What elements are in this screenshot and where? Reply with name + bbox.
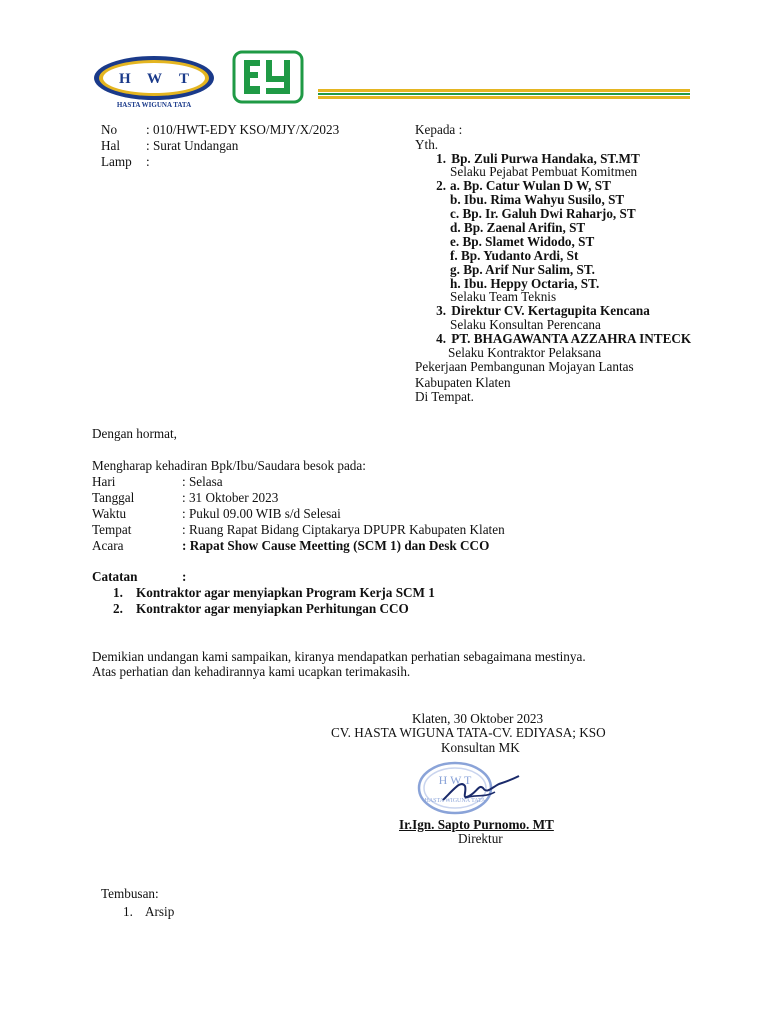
svg-text:T: T [179,71,190,87]
recipient-3-num: 3. [436,303,446,318]
recipient-2-item: d. Bp. Zaenal Arifin, ST [450,220,586,235]
ref-hal-value: : Surat Undangan [146,138,239,153]
signer-title: Direktur [458,831,503,846]
recipient-2-role: Selaku Team Teknis [450,289,557,304]
ref-no [101,122,339,138]
yth-label: Yth. [415,137,439,152]
recipient-2-item: h. Ibu. Heppy Octaria, ST. [450,276,600,291]
svg-text:H W T: H W T [438,773,472,787]
sign-role: Konsultan MK [441,740,520,755]
note-item [113,585,435,601]
recipient-2-item: a. Bp. Catur Wulan D W, ST [450,178,611,193]
tembusan-num: 1. [123,904,133,919]
recipient-1-name: Bp. Zuli Purwa Handaka, ST.MT [451,151,640,166]
recipient-3-role: Selaku Konsultan Perencana [450,317,601,332]
detail-value-acara: : Rapat Show Cause Meetting (SCM 1) dan Desk CCO [182,538,490,553]
detail-value-tempat: : Ruang Rapat Bidang Ciptakarya DPUPR Kabupaten Klaten [182,522,505,537]
note-num: 1. [113,585,123,600]
ref-hal [101,138,238,154]
intro-line: Mengharap kehadiran Bpk/Ibu/Saudara besok pada: [92,458,366,473]
closing-line-1: Demikian undangan kami sampaikan, kiranya mendapatkan perhatian sebagaimana mestinya. [92,649,586,664]
recipient-2-item: f. Bp. Yudanto Ardi, St [450,248,579,263]
detail-value-waktu: : Pukul 09.00 WIB s/d Selesai [182,506,341,521]
recipient-1-num: 1. [436,151,446,166]
ref-hal-label: Hal [101,138,121,153]
detail-key-hari: Hari [92,474,116,489]
sign-place-date: Klaten, 30 Oktober 2023 [412,711,544,726]
closing-line-2: Atas perhatian dan kehadirannya kami ucapkan terimakasih. [92,664,411,679]
detail-key-acara: Acara [92,538,124,553]
recipient-2-num: 2. [436,178,446,193]
note-item [113,601,409,617]
svg-text:HASTA WIGUNA TATA: HASTA WIGUNA TATA [424,798,486,804]
ref-lamp-value: : [146,154,150,169]
detail-key-tempat: Tempat [92,522,132,537]
ref-lamp-label: Lamp [101,154,132,169]
greeting: Dengan hormat, [92,426,177,441]
catatan-colon: : [182,569,187,584]
tembusan-label: Tembusan: [101,886,159,901]
project-line-1: Pekerjaan Pembangunan Mojayan Lantas [415,359,634,374]
note-text: Kontraktor agar menyiapkan Perhitungan CCO [136,601,409,616]
sign-company: CV. HASTA WIGUNA TATA-CV. EDIYASA; KSO [331,725,606,740]
recipient-3-name: Direktur CV. Kertagupita Kencana [451,303,650,318]
detail-key-tanggal: Tanggal [92,490,135,505]
ref-no-value: : 010/HWT-EDY KSO/MJY/X/2023 [146,122,340,137]
ref-no-label: No [101,122,118,137]
kepada-label: Kepada : [415,122,463,137]
detail-value-tanggal: : 31 Oktober 2023 [182,490,279,505]
note-num: 2. [113,601,123,616]
recipient-1-role: Selaku Pejabat Pembuat Komitmen [450,164,638,179]
tembusan-item [123,904,174,920]
note-text: Kontraktor agar menyiapkan Program Kerja SCM 1 [136,585,435,600]
recipient-4-role: Selaku Kontraktor Pelaksana [448,345,602,360]
header-rule [318,89,690,101]
svg-text:HASTA WIGUNA TATA: HASTA WIGUNA TATA [116,101,192,109]
detail-key-waktu: Waktu [92,506,127,521]
place-line: Di Tempat. [415,389,474,404]
svg-text:H: H [119,71,131,87]
recipient-2-item: b. Ibu. Rima Wahyu Susilo, ST [450,192,625,207]
tembusan-text: Arsip [145,904,175,919]
detail-value-hari: : Selasa [182,474,223,489]
ref-lamp [101,154,150,170]
recipient-2-item: g. Bp. Arif Nur Salim, ST. [450,262,595,277]
svg-text:W: W [147,71,162,87]
recipient-2-num-wrap [428,178,448,194]
signer-name: Ir.Ign. Sapto Purnomo. MT [399,817,554,832]
recipient-2-item: e. Bp. Slamet Widodo, ST [450,234,595,249]
company-stamp-signature [395,758,525,818]
catatan-label: Catatan [92,569,138,584]
edy-logo [232,50,304,104]
recipient-4-name: PT. BHAGAWANTA AZZAHRA INTECK [451,331,692,346]
recipient-4-num: 4. [436,331,446,346]
hwt-logo [92,54,216,110]
recipient-2-item: c. Bp. Ir. Galuh Dwi Raharjo, ST [450,206,636,221]
project-line-2: Kabupaten Klaten [415,375,511,390]
